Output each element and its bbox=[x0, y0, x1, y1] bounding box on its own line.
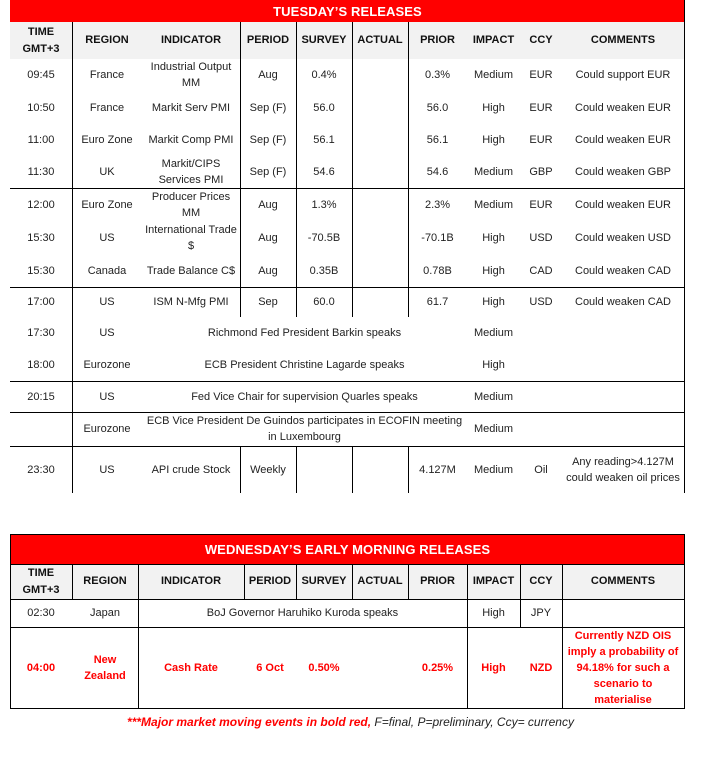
cell-period: Sep (F) bbox=[249, 134, 287, 146]
cell-prior: 0.78B bbox=[423, 264, 452, 277]
cell-indicator: Markit Comp PMI bbox=[148, 134, 234, 146]
cell-comments: Could weaken USD bbox=[575, 231, 671, 244]
cell-region: Canada bbox=[87, 264, 127, 277]
column-header-impact: IMPACT bbox=[472, 575, 515, 587]
row-divider bbox=[10, 287, 684, 288]
cell-region: US bbox=[99, 296, 115, 308]
column-divider bbox=[72, 22, 73, 493]
cell-time: 04:00 bbox=[26, 661, 56, 674]
column-divider bbox=[352, 446, 353, 493]
cell-prior: 56.1 bbox=[426, 134, 449, 146]
cell-time: 15:30 bbox=[27, 264, 55, 277]
cell-region: US bbox=[99, 390, 115, 403]
cell-indicator: Producer Prices MM bbox=[151, 190, 231, 219]
cell-actual bbox=[352, 627, 408, 708]
cell-period: 6 Oct bbox=[256, 661, 284, 674]
cell-comments: Any reading>4.127M could weaken oil prices bbox=[566, 455, 680, 484]
cell-ccy: EUR bbox=[529, 134, 553, 146]
cell-indicator: Cash Rate bbox=[164, 661, 218, 674]
cell-time: 23:30 bbox=[27, 463, 55, 476]
column-header-survey: SURVEY bbox=[301, 34, 347, 46]
cell-period: Sep (F) bbox=[249, 101, 287, 114]
cell-time: 17:00 bbox=[27, 296, 55, 308]
cell-comments: Could weaken EUR bbox=[575, 101, 671, 114]
cell-prior: -70.1B bbox=[421, 231, 454, 244]
cell-comments: Could weaken EUR bbox=[575, 134, 671, 146]
column-header-period: PERIOD bbox=[248, 575, 292, 587]
cell-indicator: International Trade $ bbox=[145, 223, 237, 252]
column-header-time: TIME GMT+3 bbox=[22, 25, 60, 55]
column-header-comments: COMMENTS bbox=[590, 575, 656, 587]
cell-actual bbox=[352, 156, 408, 188]
column-divider bbox=[138, 564, 139, 599]
cell-period: Sep (F) bbox=[249, 166, 287, 178]
column-header-region: REGION bbox=[85, 34, 129, 46]
footnote bbox=[0, 715, 701, 729]
column-divider bbox=[562, 599, 563, 708]
cell-period: Aug bbox=[258, 69, 278, 81]
cell-region: France bbox=[89, 101, 125, 114]
column-header-prior: PRIOR bbox=[420, 34, 455, 46]
column-header-actual: ACTUAL bbox=[357, 575, 403, 587]
cell-event: Fed Vice Chair for supervision Quarles speaks bbox=[191, 390, 418, 403]
cell-region: France bbox=[89, 69, 125, 81]
cell-comments bbox=[562, 599, 684, 627]
column-divider bbox=[352, 22, 353, 317]
row-divider bbox=[10, 188, 684, 189]
cell-region: Euro Zone bbox=[81, 198, 133, 211]
cell-survey: 0.4% bbox=[311, 69, 337, 81]
table-right-border bbox=[684, 534, 685, 709]
footnote-rest: F=final, P=preliminary, Ccy= currency bbox=[371, 715, 574, 729]
cell-ccy: CAD bbox=[529, 264, 553, 277]
cell-impact: Medium bbox=[473, 463, 514, 476]
row-divider bbox=[10, 381, 684, 382]
wednesday-title: WEDNESDAY’S EARLY MORNING RELEASES bbox=[10, 534, 685, 564]
cell-ccy: USD bbox=[529, 231, 553, 244]
column-divider bbox=[138, 599, 139, 708]
cell-impact: Medium bbox=[473, 327, 514, 339]
cell-survey bbox=[296, 446, 352, 493]
cell-time: 15:30 bbox=[27, 231, 55, 244]
cell-region: US bbox=[99, 327, 115, 339]
table-left-border bbox=[10, 534, 11, 709]
column-header-region: REGION bbox=[83, 575, 127, 587]
cell-region: Japan bbox=[90, 607, 120, 619]
cell-period: Aug bbox=[258, 231, 278, 244]
cell-event: Richmond Fed President Barkin speaks bbox=[207, 327, 402, 339]
cell-comments: Could weaken CAD bbox=[575, 296, 671, 308]
cell-survey: 0.35B bbox=[309, 264, 339, 277]
column-divider bbox=[240, 22, 241, 317]
cell-survey: 1.3% bbox=[311, 198, 337, 211]
cell-indicator: Markit Serv PMI bbox=[151, 101, 231, 114]
cell-event: BoJ Governor Haruhiko Kuroda speaks bbox=[206, 607, 399, 619]
cell-impact: Medium bbox=[473, 198, 514, 211]
column-divider bbox=[408, 22, 409, 317]
row-divider bbox=[10, 412, 684, 413]
column-divider bbox=[408, 446, 409, 493]
cell-survey: -70.5B bbox=[307, 231, 341, 244]
cell-actual bbox=[352, 91, 408, 124]
cell-impact: High bbox=[482, 101, 505, 114]
cell-ccy: Oil bbox=[534, 463, 548, 476]
cell-time: 18:00 bbox=[27, 359, 55, 371]
cell-region: US bbox=[99, 463, 115, 476]
cell-ccy: EUR bbox=[529, 101, 553, 114]
column-header-impact: IMPACT bbox=[472, 34, 515, 46]
column-divider bbox=[520, 564, 521, 599]
cell-prior: 61.7 bbox=[426, 296, 449, 308]
cell-period: Aug bbox=[258, 198, 278, 211]
cell-prior: 2.3% bbox=[424, 198, 451, 211]
column-divider bbox=[240, 446, 241, 493]
cell-indicator: Industrial Output MM bbox=[150, 61, 232, 89]
cell-prior: 4.127M bbox=[419, 463, 456, 476]
cell-time: 02:30 bbox=[27, 607, 55, 619]
table-top-border bbox=[10, 534, 685, 535]
column-header-ccy: CCY bbox=[529, 575, 553, 587]
cell-indicator: Trade Balance C$ bbox=[146, 264, 236, 277]
cell-actual bbox=[352, 287, 408, 317]
cell-period: Sep bbox=[258, 296, 278, 308]
cell-ccy: USD bbox=[529, 296, 553, 308]
cell-prior: 56.0 bbox=[426, 101, 449, 114]
column-header-period: PERIOD bbox=[246, 34, 290, 46]
row-divider bbox=[10, 446, 684, 447]
cell-period: Aug bbox=[258, 264, 278, 277]
column-divider bbox=[296, 22, 297, 317]
cell-prior: 54.6 bbox=[426, 166, 449, 178]
cell-impact: High bbox=[481, 661, 506, 674]
column-header-ccy: CCY bbox=[529, 34, 553, 46]
cell-impact: Medium bbox=[473, 69, 514, 81]
cell-time: 17:30 bbox=[27, 327, 55, 339]
cell-region: Euro Zone bbox=[81, 134, 133, 146]
column-divider bbox=[408, 564, 409, 599]
cell-ccy: GBP bbox=[529, 166, 553, 178]
cell-impact: High bbox=[482, 264, 505, 277]
cell-prior: 0.3% bbox=[424, 69, 451, 81]
cell-time: 20:15 bbox=[27, 390, 55, 403]
cell-ccy: EUR bbox=[529, 198, 553, 211]
column-header-survey: SURVEY bbox=[301, 575, 347, 587]
cell-time: 12:00 bbox=[27, 198, 55, 211]
cell-impact: High bbox=[482, 231, 505, 244]
column-header-indicator: INDICATOR bbox=[160, 34, 222, 46]
cell-impact: High bbox=[482, 134, 505, 146]
cell-comments: Could weaken EUR bbox=[575, 198, 671, 211]
cell-time: 11:00 bbox=[27, 134, 55, 146]
column-divider bbox=[296, 446, 297, 493]
cell-comments: Could support EUR bbox=[575, 69, 671, 81]
footnote-highlight: ***Major market moving events in bold red, bbox=[127, 715, 372, 729]
cell-prior: 0.25% bbox=[421, 661, 454, 674]
cell-time: 09:45 bbox=[27, 69, 55, 81]
cell-survey: 56.0 bbox=[313, 101, 335, 114]
cell-time: 11:30 bbox=[27, 166, 55, 178]
cell-survey: 0.50% bbox=[308, 661, 340, 674]
cell-indicator: ISM N-Mfg PMI bbox=[153, 296, 229, 308]
column-header-indicator: INDICATOR bbox=[160, 575, 222, 587]
row-divider bbox=[10, 599, 685, 600]
cell-survey: 56.1 bbox=[313, 134, 335, 146]
table-bottom-border bbox=[10, 708, 685, 709]
cell-actual bbox=[352, 124, 408, 156]
cell-ccy: JPY bbox=[530, 607, 552, 619]
column-divider bbox=[467, 599, 468, 708]
row-divider bbox=[10, 627, 685, 628]
cell-actual bbox=[352, 446, 408, 493]
cell-indicator: Markit/CIPS Services PMI bbox=[158, 158, 224, 186]
cell-event: ECB President Christine Lagarde speaks bbox=[204, 359, 405, 371]
cell-comments: Could weaken GBP bbox=[575, 166, 671, 178]
cell-indicator: API crude Stock bbox=[151, 463, 231, 476]
column-divider bbox=[72, 564, 73, 599]
cell-region: Eurozone bbox=[83, 423, 131, 435]
cell-survey: 54.6 bbox=[313, 166, 335, 178]
cell-event: ECB Vice President De Guindos participates in ECOFIN meeting in Luxembourg bbox=[146, 415, 463, 443]
column-header-prior: PRIOR bbox=[420, 575, 455, 587]
column-divider bbox=[244, 564, 245, 599]
cell-survey: 60.0 bbox=[313, 296, 335, 308]
cell-ccy: NZD bbox=[529, 661, 553, 674]
column-divider bbox=[520, 599, 521, 627]
cell-ccy: EUR bbox=[529, 69, 553, 81]
cell-actual bbox=[352, 254, 408, 287]
cell-comments: Currently NZD OIS imply a probability of 94.18% for such a scenario to materialise bbox=[567, 629, 679, 706]
table-right-border bbox=[684, 0, 685, 493]
tuesday-title: TUESDAY’S RELEASES bbox=[10, 0, 685, 22]
cell-impact: High bbox=[482, 359, 505, 371]
cell-region: UK bbox=[99, 166, 115, 178]
column-divider bbox=[467, 564, 468, 599]
cell-actual bbox=[352, 59, 408, 91]
cell-region: Eurozone bbox=[83, 359, 131, 371]
column-header-comments: COMMENTS bbox=[590, 34, 656, 46]
column-divider bbox=[296, 564, 297, 599]
cell-actual bbox=[352, 221, 408, 254]
cell-impact: High bbox=[482, 296, 505, 308]
column-header-actual: ACTUAL bbox=[357, 34, 403, 46]
cell-impact: Medium bbox=[473, 423, 514, 435]
cell-actual bbox=[352, 188, 408, 221]
row-divider bbox=[10, 564, 685, 565]
cell-period: Weekly bbox=[250, 463, 286, 476]
cell-time: 10:50 bbox=[27, 101, 55, 114]
column-divider bbox=[352, 564, 353, 599]
cell-region: New Zealand bbox=[84, 653, 126, 682]
cell-time bbox=[10, 412, 72, 446]
cell-comments: Could weaken CAD bbox=[575, 264, 671, 277]
column-divider bbox=[562, 564, 563, 599]
cell-region: US bbox=[99, 231, 115, 244]
cell-impact: High bbox=[482, 607, 505, 619]
column-header-time: TIME GMT+3 bbox=[22, 566, 60, 596]
cell-impact: Medium bbox=[473, 166, 514, 178]
cell-impact: Medium bbox=[473, 390, 514, 403]
